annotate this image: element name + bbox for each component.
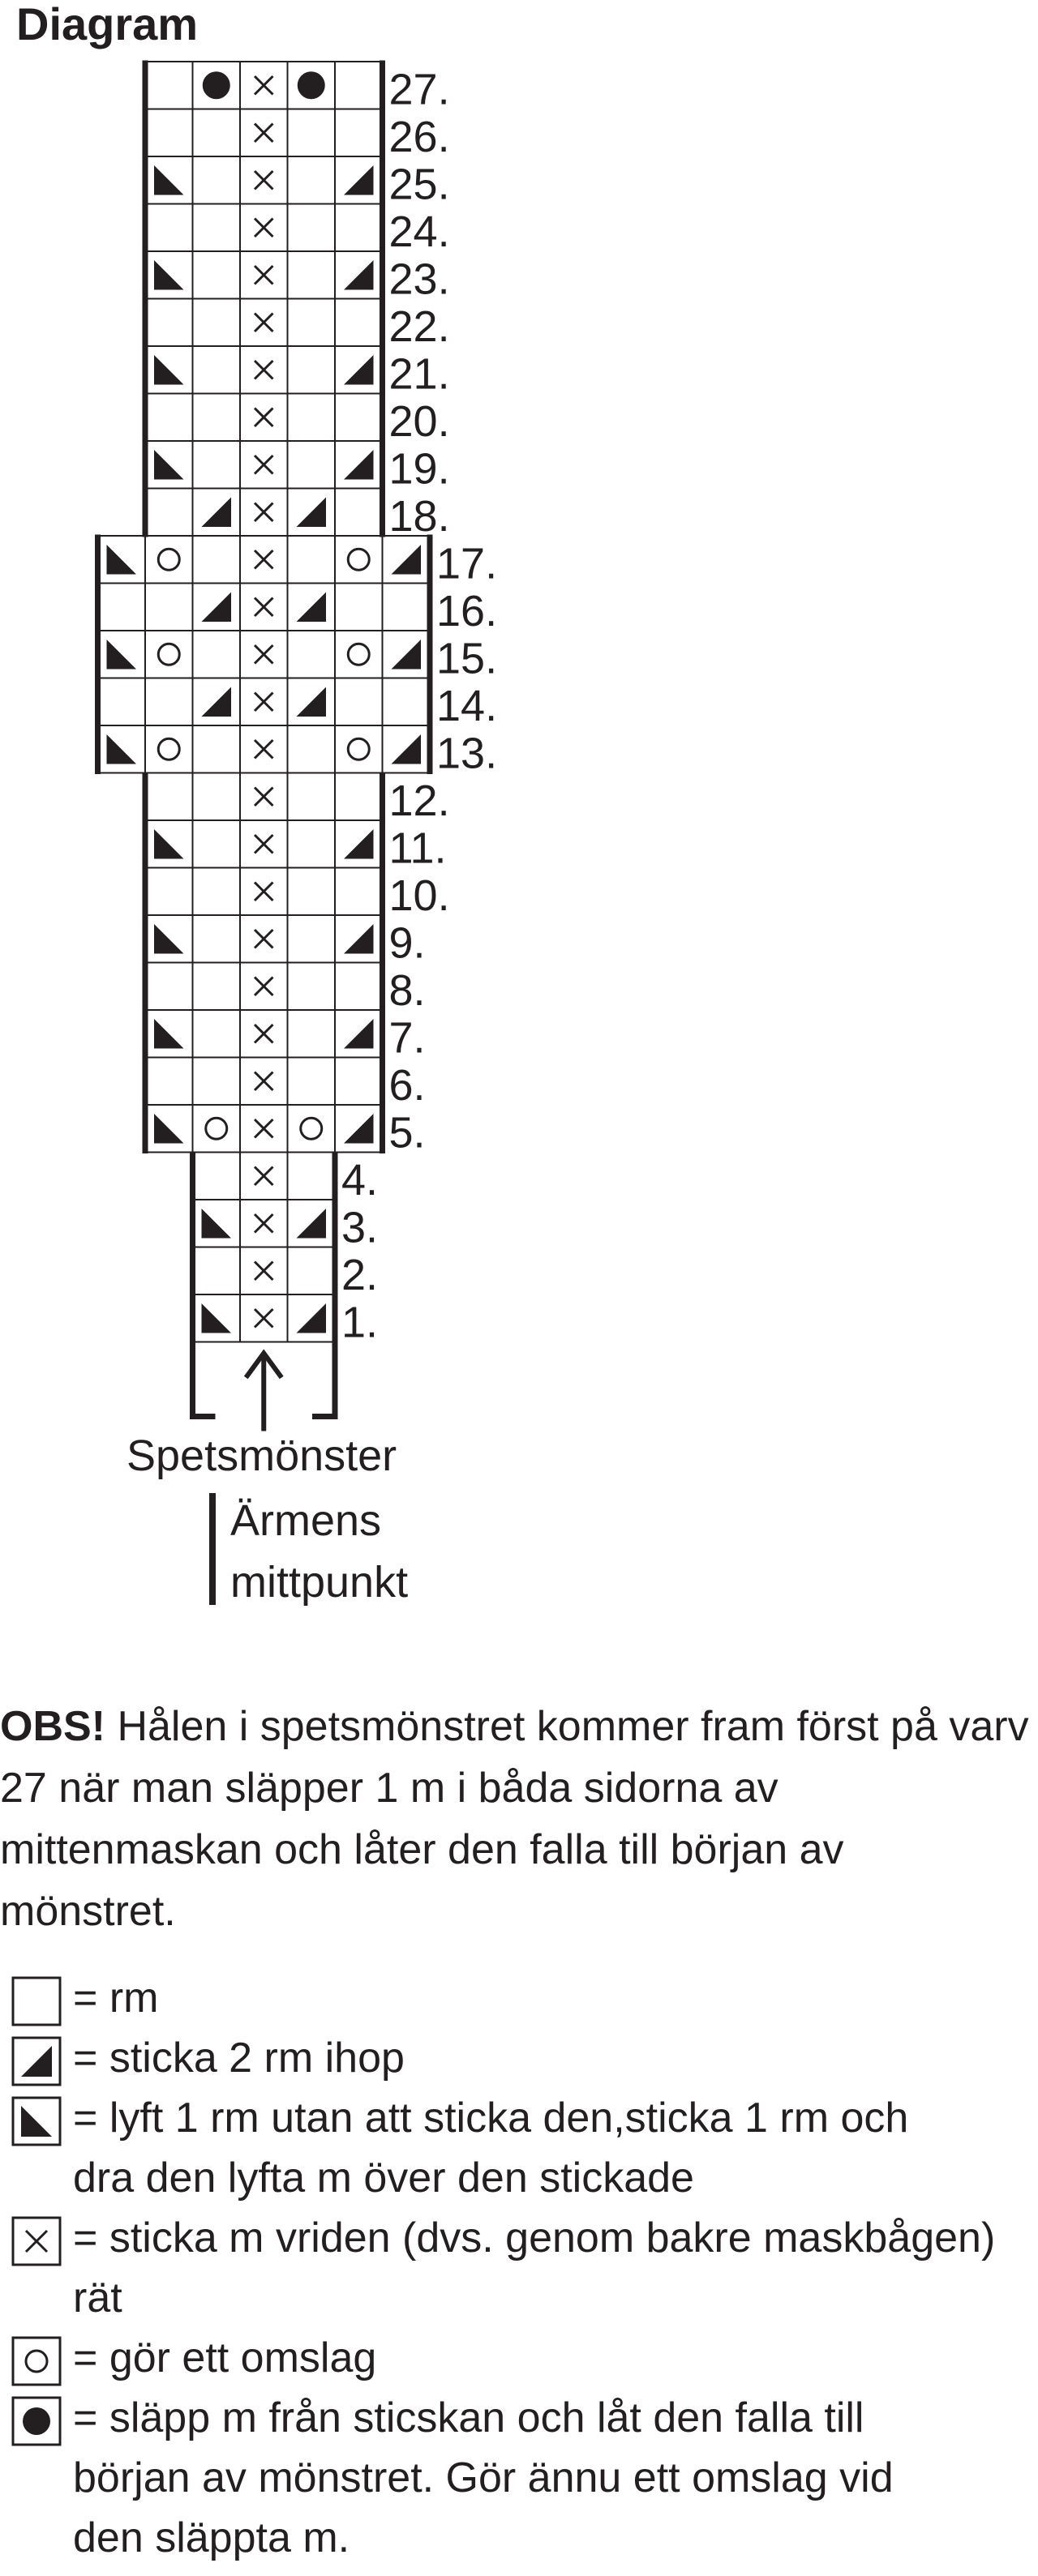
chart-cell <box>335 299 383 347</box>
yarnover-mark <box>348 549 369 570</box>
k2tog-triangle-icon <box>11 2036 62 2086</box>
pattern-bracket <box>193 1342 216 1417</box>
row-number-label: 20. <box>388 397 450 446</box>
notes-bold: OBS! <box>0 1703 105 1750</box>
chart-cell <box>288 441 336 489</box>
row-number-label: 5. <box>388 1108 426 1157</box>
chart-cell <box>145 868 193 916</box>
yarnover-mark <box>158 738 179 760</box>
yarnover-mark <box>301 1118 322 1139</box>
chart-cell <box>193 346 241 394</box>
chart-cell <box>335 584 383 631</box>
chart-cell <box>193 1247 241 1295</box>
chart-cell <box>193 536 241 584</box>
knitting-chart <box>0 0 568 1621</box>
chart-cell <box>193 631 241 678</box>
chart-cell <box>193 820 241 868</box>
row-number-label: 10. <box>388 871 450 920</box>
chart-cell <box>193 299 241 347</box>
yarnover-mark <box>158 549 179 570</box>
chart-cell <box>288 109 336 157</box>
row-number-label: 21. <box>388 349 450 399</box>
legend-text: = släpp m från sticskan och låt den falla till <box>73 2394 864 2441</box>
row-number-label: 12. <box>388 777 450 825</box>
pattern-bracket <box>312 1342 335 1417</box>
chart-cell <box>193 156 241 204</box>
chart-cell <box>193 109 241 157</box>
skpo-triangle-icon <box>11 2096 62 2146</box>
chart-cell <box>145 299 193 347</box>
chart-cell <box>335 678 383 726</box>
chart-cell <box>288 868 336 916</box>
row-number-label: 23. <box>388 255 450 304</box>
drop-stitch-mark <box>203 71 230 99</box>
chart-cell <box>335 963 383 1011</box>
chart-cell <box>193 251 241 299</box>
chart-cell <box>383 678 431 726</box>
row-number-label: 4. <box>341 1156 379 1205</box>
row-number-label: 3. <box>341 1203 379 1252</box>
row-number-label: 27. <box>388 65 450 114</box>
chart-cell <box>145 773 193 821</box>
row-number-label: 16. <box>436 587 498 635</box>
chart-cell <box>98 584 146 631</box>
row-number-label: 19. <box>388 444 450 494</box>
chart-cell <box>193 868 241 916</box>
chart-cell <box>288 346 336 394</box>
chart-cell <box>145 109 193 157</box>
chart-cell <box>193 773 241 821</box>
chart-cell <box>145 678 193 726</box>
chart-cell <box>145 394 193 442</box>
filled-dot-icon <box>11 2396 62 2446</box>
center-marker-line <box>209 1493 216 1605</box>
legend-text: = sticka m vriden (dvs. genom bakre maskbågen) <box>73 2214 996 2261</box>
chart-cell <box>335 394 383 442</box>
chart-cell <box>288 536 336 584</box>
chart-cell <box>288 204 336 252</box>
chart-cell <box>288 820 336 868</box>
chart-cell <box>335 204 383 252</box>
chart-cell <box>288 1010 336 1058</box>
row-number-label: 25. <box>388 160 450 209</box>
chart-cell <box>335 773 383 821</box>
chart-cell <box>335 109 383 157</box>
row-number-label: 6. <box>388 1061 426 1110</box>
chart-cell <box>193 915 241 963</box>
chart-cell <box>145 489 193 537</box>
yarnover-mark <box>158 644 179 665</box>
chart-cell <box>335 868 383 916</box>
center-caption-line2: mittpunkt <box>230 1558 409 1607</box>
row-number-label: 14. <box>436 682 498 730</box>
chart-cell <box>288 725 336 773</box>
chart-cell <box>98 678 146 726</box>
chart-cell <box>145 963 193 1011</box>
chart-cell <box>288 251 336 299</box>
chart-cell <box>193 725 241 773</box>
chart-cell <box>288 1058 336 1106</box>
center-caption-line1: Ärmens <box>230 1496 382 1545</box>
row-number-label: 1. <box>341 1298 379 1347</box>
chart-cell <box>145 584 193 631</box>
circle-icon <box>11 2336 62 2386</box>
diagram-title: Diagram <box>16 0 199 49</box>
chart-cell <box>193 441 241 489</box>
legend-text-line2: början av mönstret. Gör ännu ett omslag vid <box>73 2454 894 2501</box>
chart-cell <box>145 62 193 109</box>
legend-text: = lyft 1 rm utan att sticka den,sticka 1 rm och <box>73 2095 909 2142</box>
drop-stitch-mark <box>298 71 325 99</box>
legend-text-line2: dra den lyfta m över den stickade <box>73 2155 694 2202</box>
row-number-label: 15. <box>436 634 498 683</box>
chart-cell <box>288 1247 336 1295</box>
notes-paragraph <box>0 1696 1030 1942</box>
chart-cell <box>193 1153 241 1200</box>
chart-cell <box>288 963 336 1011</box>
yarnover-mark <box>348 738 369 760</box>
legend-text-line2: rät <box>73 2274 122 2321</box>
row-number-label: 26. <box>388 113 450 161</box>
chart-cell <box>288 299 336 347</box>
chart-cell <box>193 204 241 252</box>
chart-cell <box>335 489 383 537</box>
chart-cell <box>288 915 336 963</box>
chart-cell <box>193 963 241 1011</box>
legend-text: = gör ett omslag <box>73 2334 377 2381</box>
chart-cell <box>193 394 241 442</box>
chart-cell <box>145 1058 193 1106</box>
chart-cell <box>288 156 336 204</box>
row-number-label: 22. <box>388 302 450 351</box>
chart-cell <box>335 62 383 109</box>
cross-icon <box>11 2216 62 2266</box>
legend-text-line3: den släppta m. <box>73 2514 350 2561</box>
chart-cell <box>193 1010 241 1058</box>
chart-cell <box>193 1058 241 1106</box>
row-number-label: 2. <box>341 1251 379 1299</box>
chart-cell <box>288 394 336 442</box>
chart-cell <box>335 1058 383 1106</box>
row-number-label: 24. <box>388 208 450 256</box>
row-number-label: 17. <box>436 539 498 588</box>
row-number-label: 11. <box>388 824 447 873</box>
empty-square-icon <box>11 1976 62 2026</box>
pattern-caption: Spetsmönster <box>127 1431 397 1480</box>
chart-cell <box>288 1153 336 1200</box>
notes-text: Hålen i spetsmönstret kommer fram först på varv 27 när man släpper 1 m i båda sidorna av mittenmaskan och låter den falla till början av mönstret. <box>0 1703 1029 1935</box>
row-number-label: 8. <box>388 966 426 1015</box>
row-number-label: 13. <box>436 729 498 778</box>
legend-text: = sticka 2 rm ihop <box>73 2035 405 2082</box>
row-number-label: 7. <box>388 1013 426 1063</box>
row-number-label: 9. <box>388 918 426 968</box>
yarnover-mark <box>348 644 369 665</box>
chart-cell <box>288 631 336 678</box>
yarnover-mark <box>206 1118 227 1139</box>
row-number-label: 18. <box>388 492 450 541</box>
chart-cell <box>383 584 431 631</box>
chart-cell <box>145 204 193 252</box>
legend-text: = rm <box>73 1975 159 2022</box>
chart-cell <box>288 773 336 821</box>
